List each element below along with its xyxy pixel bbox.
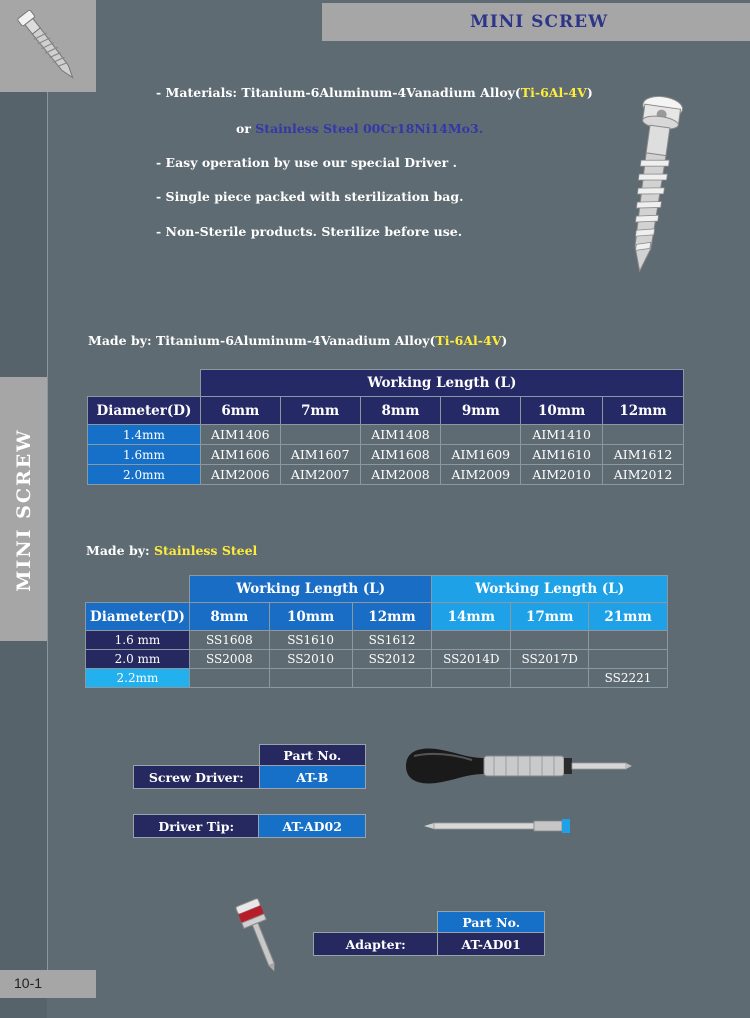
part-cell — [511, 669, 589, 688]
table-corner-empty — [134, 745, 260, 766]
diameter-cell: 2.0 mm — [86, 650, 190, 669]
part-cell: AIM2007 — [280, 465, 360, 485]
part-cell: AIM1408 — [360, 425, 441, 445]
length-header: 21mm — [589, 603, 668, 631]
side-tab-label: MINI SCREW — [13, 428, 35, 592]
driver-tip-part: AT-AD02 — [259, 815, 366, 838]
part-cell: AIM1609 — [441, 445, 521, 465]
part-no-header: Part No. — [259, 745, 365, 766]
length-header: 12mm — [352, 603, 432, 631]
part-cell: SS2010 — [269, 650, 352, 669]
part-cell — [589, 631, 668, 650]
part-cell: AIM2010 — [521, 465, 603, 485]
mini-screw-image — [612, 88, 692, 278]
table-corner-empty — [314, 912, 438, 933]
screw-driver-part-table — [133, 744, 366, 789]
screw-driver-label: Screw Driver: — [134, 766, 260, 789]
part-cell: AIM1406 — [200, 425, 280, 445]
part-cell — [269, 669, 352, 688]
table-row — [88, 425, 684, 445]
part-cell: AIM1607 — [280, 445, 360, 465]
part-cell: AIM2006 — [200, 465, 280, 485]
table-row — [88, 445, 684, 465]
part-cell: SS2012 — [352, 650, 432, 669]
part-cell: SS1610 — [269, 631, 352, 650]
part-cell: SS2221 — [589, 669, 668, 688]
adapter-image — [230, 896, 290, 976]
part-cell: AIM1610 — [521, 445, 603, 465]
bullet-sterile: - Non-Sterile products. Sterilize before use. — [156, 224, 463, 239]
diameter-header: Diameter(D) — [88, 397, 201, 425]
part-cell — [189, 669, 269, 688]
part-cell — [589, 650, 668, 669]
part-cell: SS2017D — [511, 650, 589, 669]
part-cell: AIM2012 — [603, 465, 684, 485]
driver-tip-image — [424, 816, 574, 836]
part-cell: AIM2008 — [360, 465, 441, 485]
part-cell: SS2008 — [189, 650, 269, 669]
diameter-cell: 1.6mm — [88, 445, 201, 465]
working-length-header: Working Length (L) — [189, 576, 431, 603]
diameter-cell: 1.6 mm — [86, 631, 190, 650]
bullet-materials: - Materials: Titanium-6Aluminum-4Vanadium Alloy(Ti-6Al-4V) — [156, 85, 593, 100]
page-title: MINI SCREW — [470, 12, 609, 32]
working-length-header: Working Length (L) — [200, 370, 683, 397]
table-row — [86, 631, 668, 650]
driver-tip-label: Driver Tip: — [134, 815, 259, 838]
part-cell: SS1612 — [352, 631, 432, 650]
working-length-header-extended: Working Length (L) — [432, 576, 668, 603]
corner-panel — [0, 0, 96, 92]
titanium-table — [87, 369, 684, 485]
part-cell: AIM1410 — [521, 425, 603, 445]
adapter-part-no-header: Part No. — [438, 912, 545, 933]
adapter-label: Adapter: — [314, 933, 438, 956]
diameter-cell: 2.0mm — [88, 465, 201, 485]
length-header: 12mm — [603, 397, 684, 425]
diameter-header: Diameter(D) — [86, 603, 190, 631]
length-header: 8mm — [189, 603, 269, 631]
length-header: 14mm — [432, 603, 511, 631]
screw-driver-image — [402, 742, 632, 792]
adapter-part-table — [313, 911, 545, 956]
part-cell: AIM1606 — [200, 445, 280, 465]
part-cell — [432, 631, 511, 650]
part-cell: AIM2009 — [441, 465, 521, 485]
part-cell: AIM1612 — [603, 445, 684, 465]
table-corner-empty — [86, 576, 190, 603]
table-corner-empty — [88, 370, 201, 397]
part-cell: SS2014D — [432, 650, 511, 669]
titanium-section-heading: Made by: Titanium-6Aluminum-4Vanadium Alloy(Ti-6Al-4V) — [88, 333, 508, 348]
part-cell — [441, 425, 521, 445]
vertical-divider — [47, 92, 48, 972]
part-cell — [511, 631, 589, 650]
part-cell: AIM1608 — [360, 445, 441, 465]
stainless-table — [85, 575, 668, 688]
diameter-cell: 2.2mm — [86, 669, 190, 688]
mini-screw-corner-icon — [0, 0, 96, 92]
page-number-box — [0, 970, 96, 998]
length-header: 17mm — [511, 603, 589, 631]
adapter-part: AT-AD01 — [438, 933, 545, 956]
part-cell — [352, 669, 432, 688]
page-number: 10-1 — [14, 975, 43, 991]
driver-tip-part-table — [133, 814, 366, 838]
page-title-box — [322, 3, 750, 41]
length-header: 6mm — [200, 397, 280, 425]
bullet-packing: - Single piece packed with sterilization bag. — [156, 189, 464, 204]
bullet-driver: - Easy operation by use our special Driver . — [156, 155, 457, 170]
length-header: 10mm — [269, 603, 352, 631]
table-row — [86, 669, 668, 688]
part-cell — [432, 669, 511, 688]
part-cell — [603, 425, 684, 445]
bullet-materials-alt: or Stainless Steel 00Cr18Ni14Mo3. — [236, 121, 484, 136]
screw-driver-part: AT-B — [259, 766, 365, 789]
stainless-section-heading: Made by: Stainless Steel — [86, 543, 258, 558]
length-header: 7mm — [280, 397, 360, 425]
part-cell: SS1608 — [189, 631, 269, 650]
length-header: 10mm — [521, 397, 603, 425]
part-cell — [280, 425, 360, 445]
table-row — [88, 465, 684, 485]
diameter-cell: 1.4mm — [88, 425, 201, 445]
table-row — [86, 650, 668, 669]
length-header: 9mm — [441, 397, 521, 425]
length-header: 8mm — [360, 397, 441, 425]
